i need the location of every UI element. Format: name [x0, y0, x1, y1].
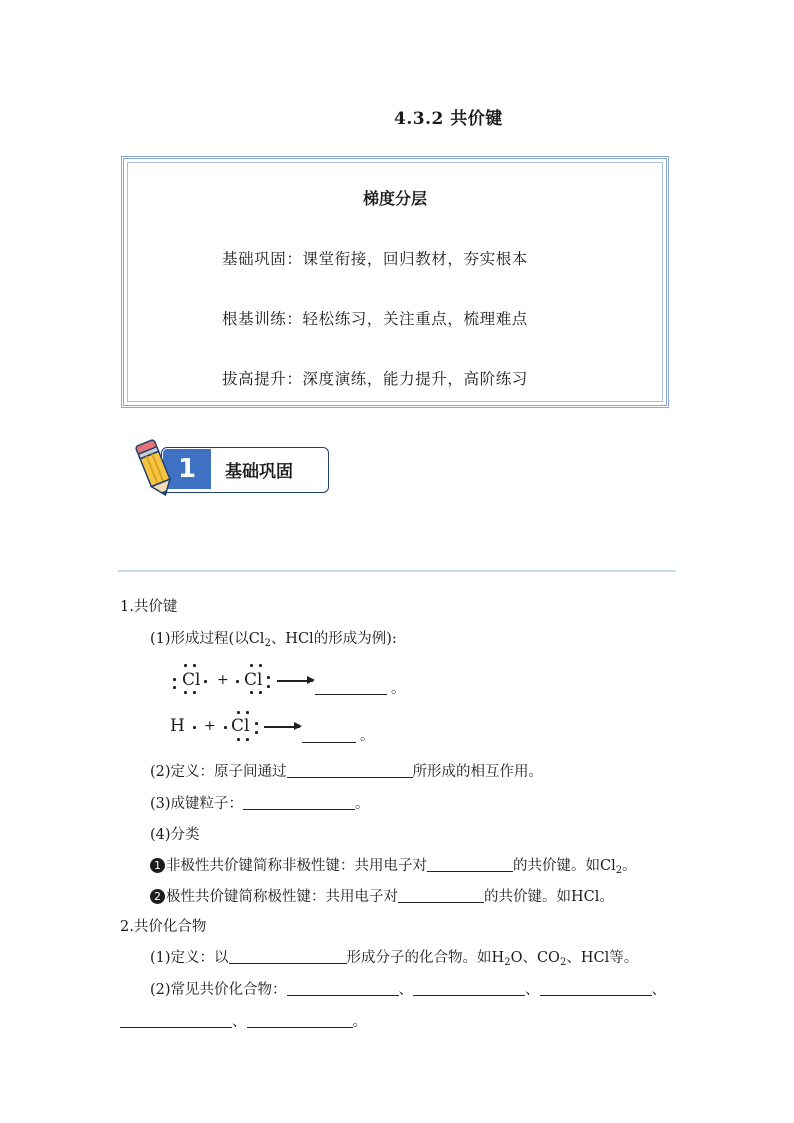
lewis-electron-dot [267, 685, 270, 688]
q2-definition-mid: 形成分子的化合物。如H [346, 950, 505, 966]
pencil-icon [133, 437, 177, 501]
circled-number-1: 1 [150, 858, 165, 873]
lewis-electron-dot [267, 676, 270, 679]
q2-common-blank-5[interactable] [247, 1013, 353, 1028]
q2-common-prefix: (2)常见共价化合物： [150, 982, 287, 998]
q1-nonpolar-blank[interactable] [427, 857, 513, 872]
q1-classification: (4)分类 [150, 827, 200, 843]
q2-common-blank-3[interactable] [540, 981, 652, 996]
lewis-electron-dot [173, 686, 176, 689]
lewis-electron-dot [250, 691, 253, 694]
q2-title: 2.共价化合物 [120, 919, 207, 935]
lewis-electron-dot [255, 731, 258, 734]
q1-definition-prefix: (2)定义：原子间通过 [150, 764, 287, 780]
lewis-electron-dot [224, 726, 227, 729]
eq1-end: 。 [391, 681, 406, 697]
tier-info-box [121, 156, 669, 408]
q2-definition-o: O、CO [510, 950, 560, 966]
q2-definition-blank[interactable] [229, 949, 347, 964]
q1-nonpolar-sub: 2 [615, 865, 623, 876]
section-label: 基础巩固 [225, 462, 293, 482]
q2-common-line [150, 978, 666, 999]
page-title: 4.3.2 共价键 [394, 109, 503, 129]
q1-polar-line [150, 885, 614, 906]
lewis-electron-dot [184, 691, 187, 694]
tier-line-advanced: 拔高提升：深度演练，能力提升，高阶练习 [222, 370, 528, 388]
lewis-electron-dot [246, 711, 249, 714]
q2-common-blank-1[interactable] [287, 981, 399, 996]
q1-formation-suffix: 、HCl的形成为例): [270, 631, 397, 647]
q2-definition-end: 、HCl等。 [566, 950, 639, 966]
q1-particles-line [150, 792, 370, 813]
eq1-arrow [277, 680, 313, 682]
lewis-electron-dot [193, 726, 196, 729]
tier-line-basic: 基础巩固：课堂衔接，回归教材，夯实根本 [222, 250, 528, 268]
q2-common-line-2 [120, 1010, 367, 1031]
tier-heading: 梯度分层 [362, 189, 427, 208]
lewis-electron-dot [236, 680, 239, 683]
q1-nonpolar-prefix: 非极性共价键简称非极性键：共用电子对 [166, 858, 427, 874]
lewis-electron-dot [246, 738, 249, 741]
lewis-electron-dot [184, 664, 187, 667]
tier-line-foundation: 根基训练：轻松练习，关注重点，梳理难点 [222, 310, 528, 328]
eq2-arrow [264, 726, 300, 728]
eq1-plus: + [217, 672, 229, 688]
q1-nonpolar-end: 。 [622, 858, 637, 874]
eq2-atom1: H [170, 716, 185, 736]
section-number: 1 [163, 449, 211, 489]
q1-polar-blank[interactable] [398, 888, 484, 903]
eq2-plus: + [204, 718, 216, 734]
q2-common-blank-4[interactable] [120, 1013, 232, 1028]
lewis-electron-dot [193, 664, 196, 667]
q2-definition-prefix: (1)定义：以 [150, 950, 229, 966]
q1-nonpolar-line [150, 854, 637, 876]
lewis-electron-dot [204, 680, 207, 683]
q1-definition-suffix: 所形成的相互作用。 [412, 764, 544, 780]
q1-particles-blank[interactable] [243, 795, 355, 810]
q1-definition-blank[interactable] [287, 763, 413, 778]
lewis-electron-dot [250, 664, 253, 667]
q2-co2-sub: 2 [559, 957, 567, 968]
eq1-answer-blank[interactable] [315, 680, 387, 695]
eq1-atom1: Cl [182, 670, 201, 690]
lewis-electron-dot [259, 691, 262, 694]
q2-sep-2: 、 [525, 982, 540, 998]
lewis-electron-dot [255, 722, 258, 725]
q1-formation-prefix: (1)形成过程(以Cl [150, 631, 265, 647]
lewis-electron-dot [237, 711, 240, 714]
lewis-electron-dot [237, 738, 240, 741]
eq1-atom2: Cl [244, 670, 263, 690]
eq2-atom2: Cl [231, 716, 250, 736]
q1-nonpolar-suffix: 的共价键。如Cl [513, 858, 616, 874]
q2-definition-line [150, 946, 638, 968]
section-divider [118, 570, 676, 572]
eq2-end: 。 [360, 728, 375, 744]
circled-number-2: 2 [150, 889, 165, 904]
q2-common-end: 。 [352, 1014, 367, 1030]
q2-sep-1: 、 [398, 982, 414, 998]
eq2-answer-blank[interactable] [302, 728, 356, 743]
q2-common-blank-2[interactable] [413, 981, 525, 996]
lewis-electron-dot [193, 691, 196, 694]
lewis-electron-dot [259, 664, 262, 667]
q1-definition-line [150, 760, 543, 781]
q1-formation-sub: 2 [264, 638, 271, 649]
q1-title: 1.共价键 [120, 599, 178, 615]
q1-particles-prefix: (3)成键粒子： [150, 796, 244, 812]
q1-formation-line [150, 627, 397, 649]
q2-sep-3: 、 [651, 982, 667, 998]
lewis-electron-dot [173, 678, 176, 681]
q1-polar-prefix: 极性共价键简称极性键：共用电子对 [166, 889, 398, 905]
q2-h2o-sub: 2 [504, 957, 511, 968]
q1-polar-suffix: 的共价键。如HCl。 [484, 889, 614, 905]
q2-sep-4: 、 [232, 1014, 247, 1030]
section-badge [133, 437, 333, 501]
q1-particles-suffix: 。 [355, 796, 370, 812]
